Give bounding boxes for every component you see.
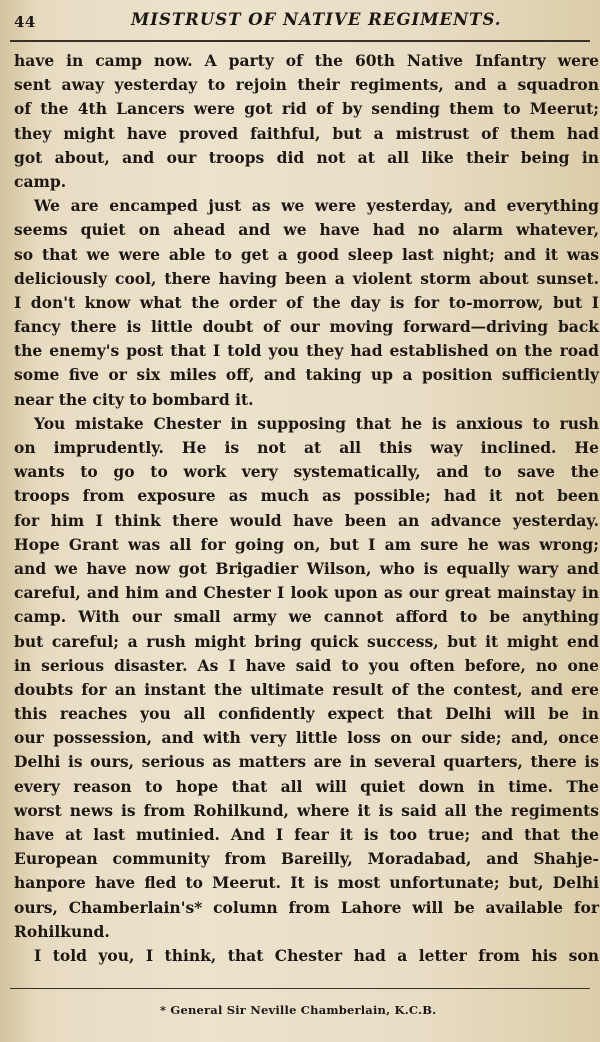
text-line: seems quiet on ahead and we have had no alarm whatever,	[14, 220, 599, 240]
text-line: and we have now got Brigadier Wilson, who is equally wary and	[14, 558, 599, 578]
text-line: doubts for an instant the ultimate result of the contest, and ere	[14, 679, 599, 699]
text-line: fancy there is little doubt of our moving forward—driving back	[14, 317, 599, 337]
text-line: have at last mutinied. And I fear it is too true; and that the	[14, 825, 599, 844]
text-line: European community from Bareilly, Moradabad, and Shahje-	[14, 849, 599, 869]
text-line: our possession, and with very little loss on our side; and, once	[14, 728, 599, 748]
text-line: some five or six miles off, and taking up a position sufficiently	[14, 365, 599, 385]
text-line: camp.	[14, 171, 67, 191]
running-head: MISTRUST OF NATIVE REGIMENTS.	[131, 10, 502, 29]
page-header	[0, 0, 600, 42]
text-line: Delhi is ours, serious as matters are in several quarters, there is	[14, 752, 599, 772]
text-line: deliciously cool, there having been a violent storm about sunset.	[14, 268, 599, 288]
text-line: You mistake Chester in supposing that he is anxious to rush	[34, 413, 599, 433]
text-line: We are encamped just as we were yesterday, and everything	[34, 196, 599, 216]
text-line: have in camp now. A party of the 60th Native Infantry were	[14, 51, 599, 70]
text-line: in serious disaster. As I have said to you often before, no one	[14, 655, 599, 675]
text-line: of the 4th Lancers were got rid of by sending them to Meerut;	[14, 99, 599, 119]
text-line: Rohilkund.	[14, 921, 110, 941]
text-line: careful, and him and Chester I look upon as our great mainstay in	[14, 583, 599, 603]
text-line: hanpore have fled to Meerut. It is most unfortunate; but, Delhi	[14, 873, 599, 893]
text-line: camp. With our small army we cannot afford to be anything	[14, 607, 599, 627]
text-line: got about, and our troops did not at all like their being in	[14, 147, 599, 167]
text-line: sent away yesterday to rejoin their regiments, and a squadron	[14, 75, 599, 95]
body-text	[14, 49, 599, 968]
text-line: every reason to hope that all will quiet down in time. The	[14, 776, 599, 796]
text-line: they might have proved faithful, but a mistrust of them had	[14, 123, 599, 143]
text-line: worst news is from Rohilkund, where it is said all the regiments	[14, 800, 599, 820]
text-line: wants to go to work very systematically, and to save the	[14, 462, 599, 482]
text-line: the enemy's post that I told you they had established on the road	[14, 341, 599, 361]
text-line: this reaches you all confidently expect that Delhi will be in	[14, 704, 599, 724]
text-line: on imprudently. He is not at all this way inclined. He	[14, 438, 599, 457]
header-rule	[10, 40, 590, 42]
text-line: I told you, I think, that Chester had a letter from his son	[34, 945, 599, 965]
footnote-rule	[10, 988, 590, 989]
text-line: but careful; a rush might bring quick success, but it might end	[14, 631, 599, 651]
text-line: ours, Chamberlain's* column from Lahore will be available for	[14, 897, 599, 917]
footnote: * General Sir Neville Chamberlain, K.C.B.	[160, 1003, 437, 1017]
text-line: Hope Grant was all for going on, but I am sure he was wrong;	[14, 534, 599, 554]
text-line: for him I think there would have been an advance yesterday.	[14, 510, 599, 530]
text-line: troops from exposure as much as possible; had it not been	[14, 486, 599, 506]
text-line: so that we were able to get a good sleep last night; and it was	[14, 244, 599, 264]
text-line: I don't know what the order of the day is for to-morrow, but I	[14, 292, 599, 312]
page-number: 44	[14, 13, 36, 31]
text-line: near the city to bombard it.	[14, 389, 254, 409]
